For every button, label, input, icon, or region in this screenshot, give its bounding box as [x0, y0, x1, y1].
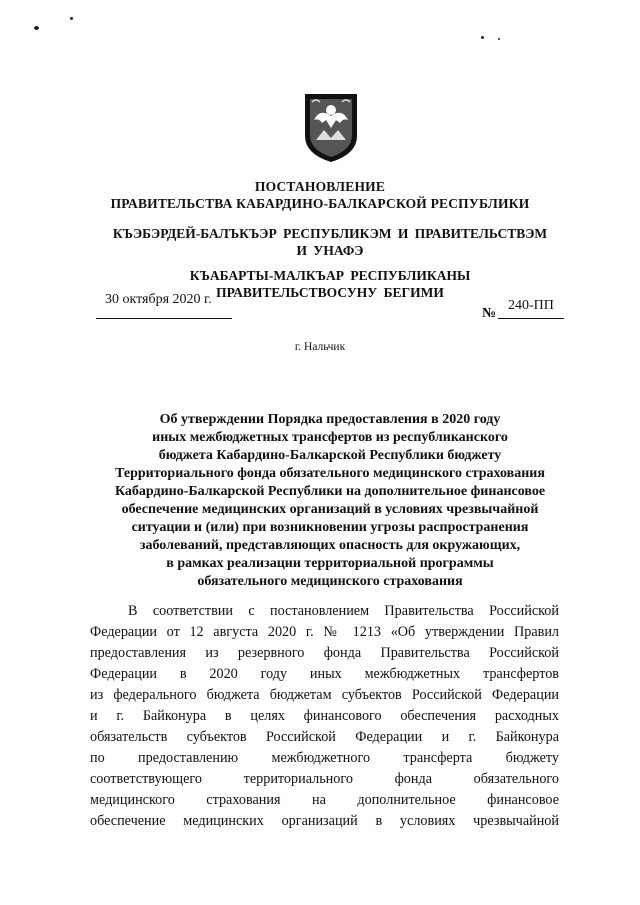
date-underline: [96, 318, 232, 319]
title-line: в рамках реализации территориальной программы: [166, 556, 494, 571]
title-line: бюджета Кабардино-Балкарской Республики бюджету: [158, 448, 502, 463]
coat-of-arms-emblem: [302, 90, 360, 164]
city: г. Нальчик: [294, 341, 346, 353]
document-number: 240-ПП: [508, 298, 554, 313]
scan-speck: [70, 17, 73, 20]
body-text-line: Федерации от 12 августа 2020 г. № 1213 «Об утверждении Правил: [90, 624, 559, 640]
title-line: Об утверждении Порядка предоставления в 2020 году: [159, 412, 501, 427]
body-text-line: В соответствии с постановлением Правительства Российской: [128, 603, 559, 619]
body-text-line: медицинского страхования на дополнительное финансовое: [90, 792, 559, 808]
body-text-line: обязательств субъектов Российской Федерации и г. Байконура: [90, 729, 559, 745]
scan-speck: [481, 36, 484, 39]
body-text-line: обеспечение медицинских организаций в условиях чрезвычайной: [90, 813, 559, 829]
body-text-line: Федерации в 2020 году иных межбюджетных трансфертов: [90, 666, 559, 682]
government-name-russian: ПРАВИТЕЛЬСТВА КАБАРДИНО-БАЛКАРСКОЙ РЕСПУБЛИКИ: [110, 196, 530, 211]
body-text-line: предоставления из резервного фонда Правительства Российской: [90, 645, 559, 661]
body-text-line: соответствующего территориального фонда обязательного: [90, 771, 559, 787]
title-line: обеспечение медицинских организаций в условиях чрезвычайной: [121, 502, 539, 517]
government-name-kabardian: КЪЭБЭРДЕЙ-БАЛЪКЪЭР РЕСПУБЛИКЭМ И ПРАВИТЕЛЬСТВЭМ И УНАФЭ: [112, 226, 548, 258]
body-text-line: и г. Байконура в целях финансового обеспечения расходных: [90, 708, 559, 724]
scan-speck: [498, 38, 500, 40]
title-line: Кабардино-Балкарской Республики на дополнительное финансовое: [114, 484, 546, 499]
title-line: Территориального фонда обязательного медицинского страхования: [115, 466, 545, 481]
title-line: ситуации и (или) при возникновении угрозы распространения: [131, 520, 529, 535]
title-line: иных межбюджетных трансфертов из республиканского: [152, 430, 508, 445]
body-text-line: по предоставлению межбюджетного трансферта бюджету: [90, 750, 559, 766]
title-line: обязательного медицинского страхования: [197, 574, 463, 589]
government-name-balkar: КЪАБАРТЫ-МАЛКЪАР РЕСПУБЛИКАНЫ ПРАВИТЕЛЬСТВОСУНУ БЕГИМИ: [189, 268, 471, 300]
scan-speck: [34, 26, 39, 30]
document-date: 30 октября 2020 г.: [105, 292, 212, 307]
title-line: заболеваний, представляющих опасность для окружающих,: [139, 538, 521, 553]
body-text-line: из федерального бюджета бюджетам субъектов Российской Федерации: [90, 687, 559, 703]
document-type: ПОСТАНОВЛЕНИЕ: [254, 179, 386, 194]
number-label: №: [482, 306, 497, 321]
number-underline: [498, 318, 564, 319]
